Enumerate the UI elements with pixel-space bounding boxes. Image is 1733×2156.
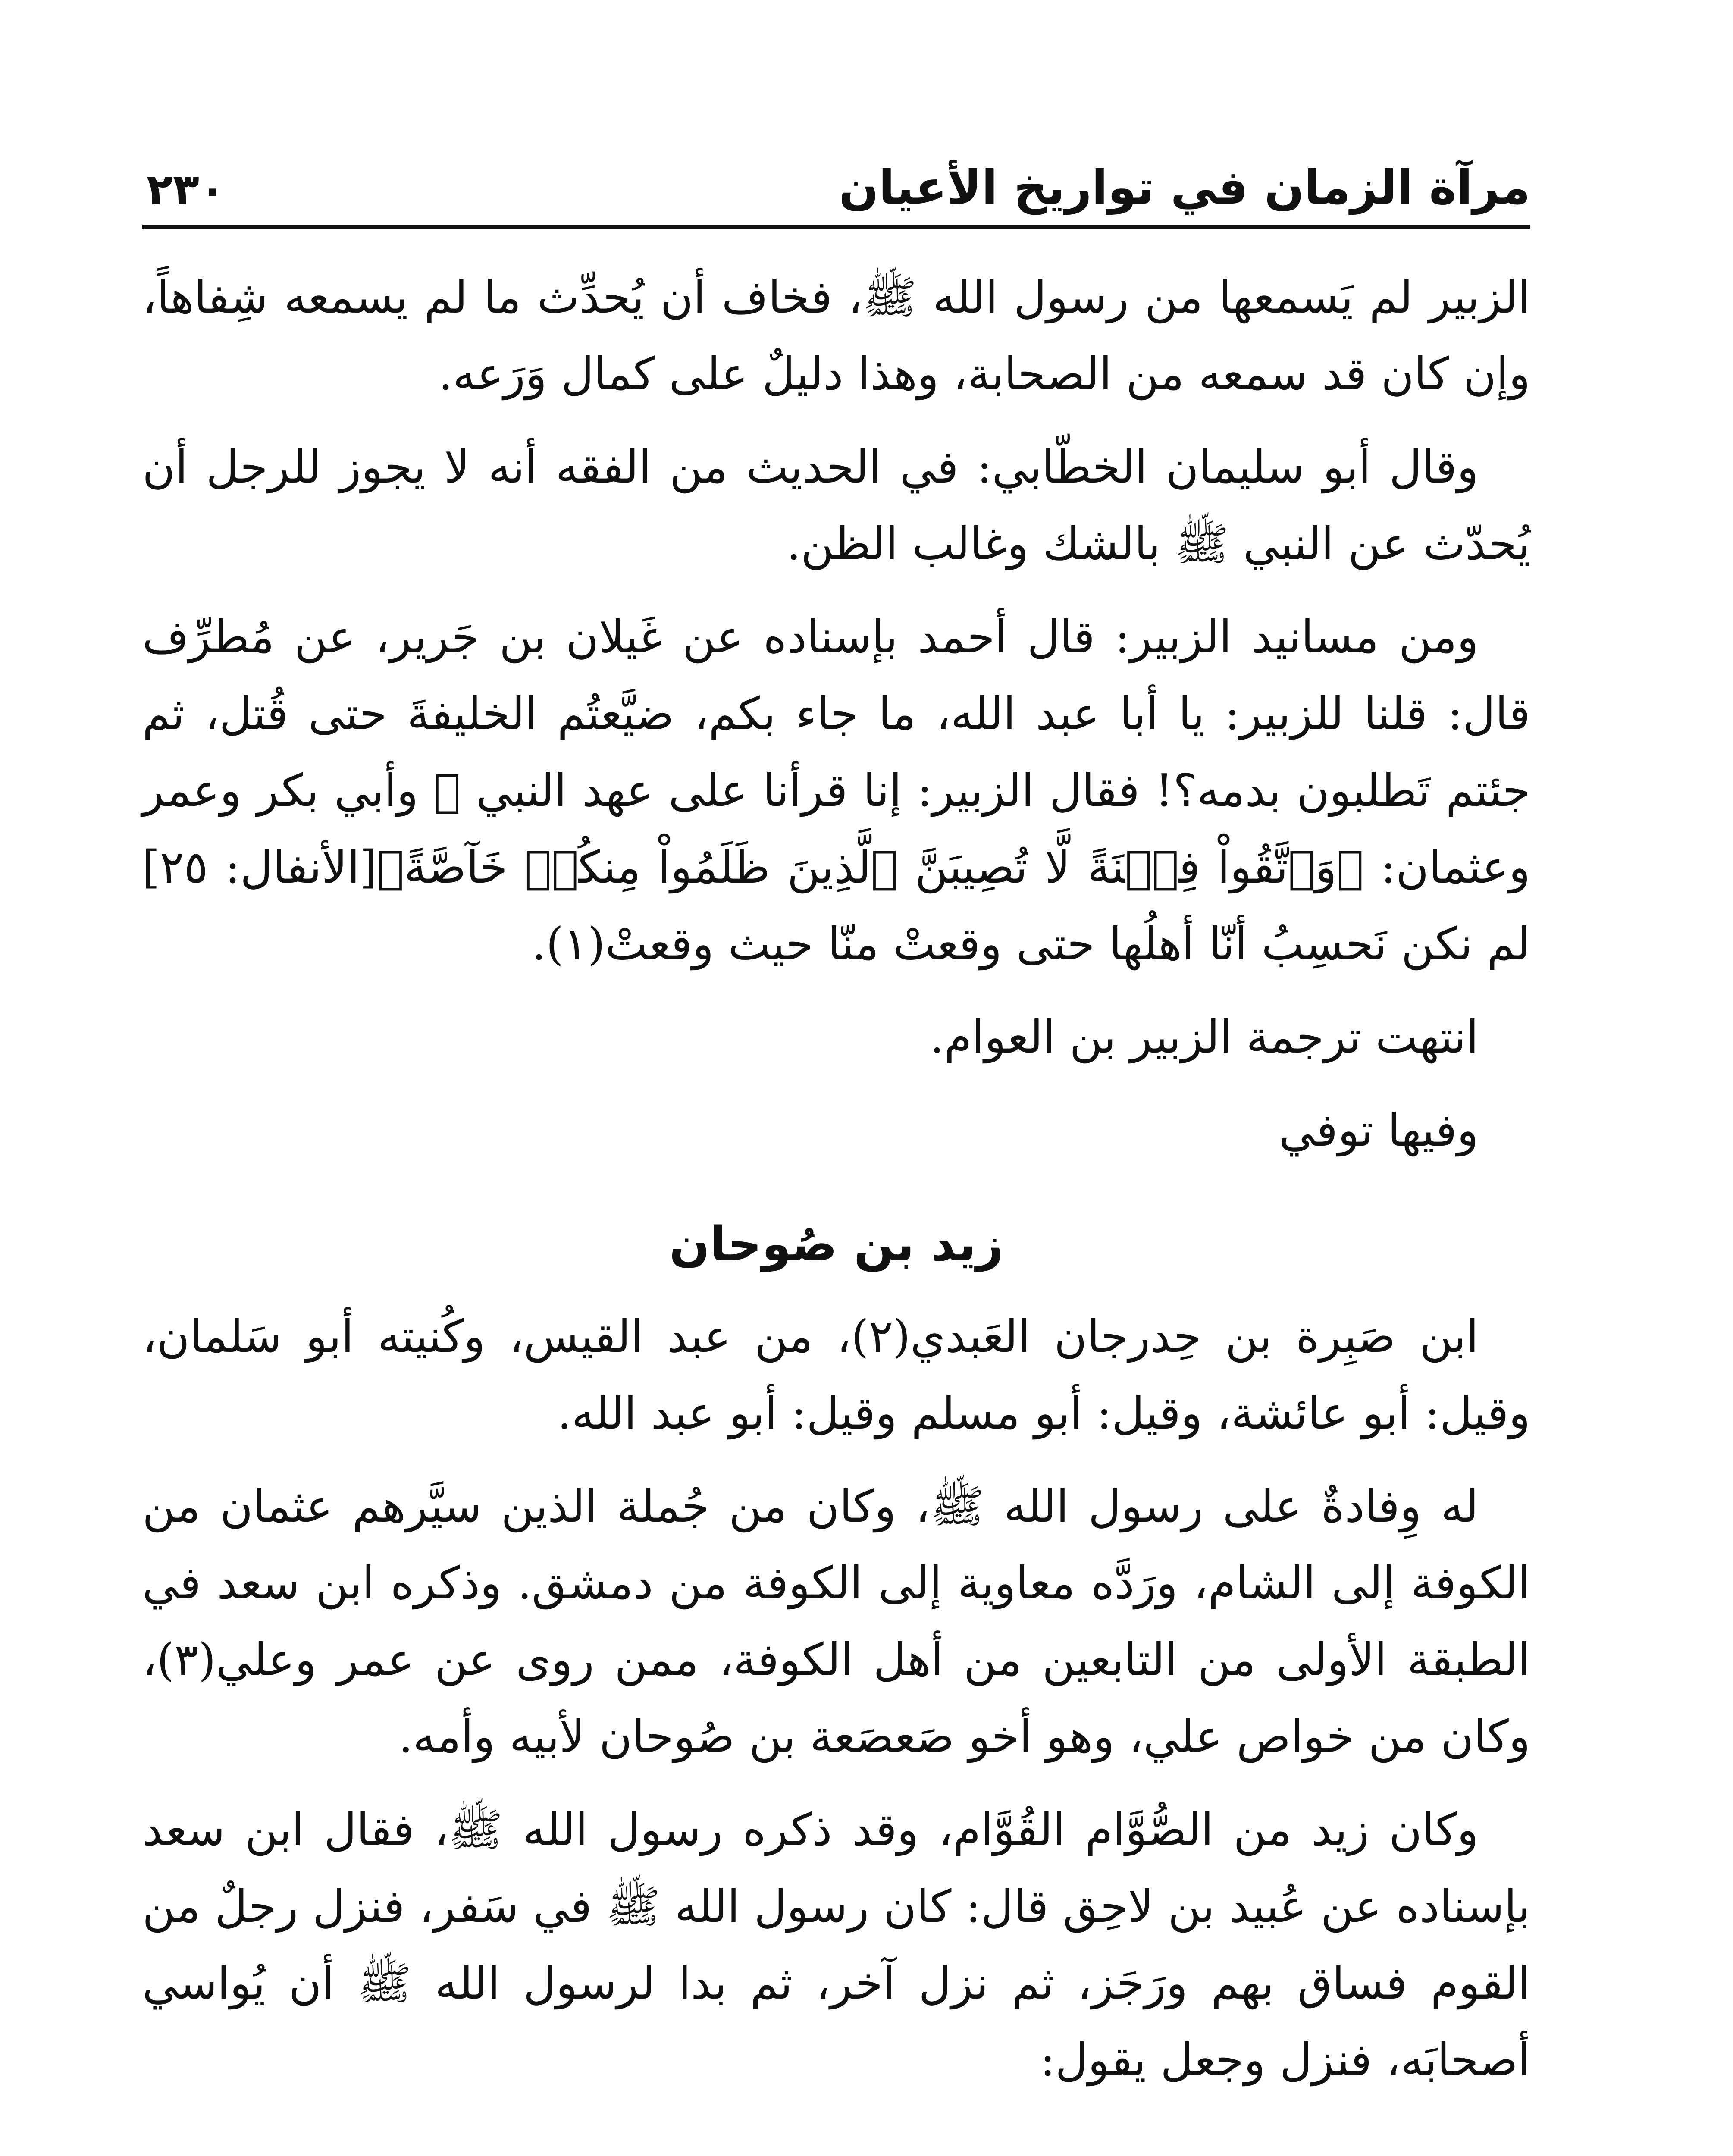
paragraph: وفيها توفي <box>1279 1104 1479 1156</box>
paragraph: ومن مسانيد الزبير: قال أحمد بإسناده عن غَيلان بن جَرير، عن مُطرِّف قال: قلنا للزبير: يا أبا عبد الله، ما جاء بكم، ضيَّعتُم الخليفةَ حتى قُتل، ثم جئتم تَطلبون بدمه؟! فقال الزبير: إنا قرأنا على عهد النبي ﷺ وأبي بكر وعمر وعثمان: ﴿وَٱتَّقُواْ فِتۡنَةً لَّا تُصِيبَنَّ ٱلَّذِينَ ظَلَمُواْ مِنكُمۡ خَآصَّةً﴾[الأنفال: ٢٥] لم نكن نَحسِبُ أنّا أهلُها حتى وقعتْ منّا حيث وقعتْ(١). <box>142 611 1530 970</box>
paragraph: انتهت ترجمة الزبير بن العوام. <box>930 1011 1479 1063</box>
header-rule <box>142 225 1530 229</box>
paragraph: وقال أبو سليمان الخطّابي: في الحديث من الفقه أنه لا يجوز للرجل أن يُحدّث عن النبي ﷺ بالشك وغالب الظن. <box>142 441 1530 570</box>
page-number: ٢٣٠ <box>147 164 226 215</box>
running-title: مرآة الزمان في تواريخ الأعيان <box>839 161 1530 215</box>
section-heading: زيد بن صُوحان <box>669 1216 1003 1272</box>
paragraph: ابن صَبِرة بن حِدرجان العَبدي(٢)، من عبد القيس، وكُنيته أبو سَلمان، وقيل: أبو عائشة، وقيل: أبو مسلم وقيل: أبو عبد الله. <box>142 1310 1530 1439</box>
body-text <box>142 259 1530 2115</box>
paragraph: وكان زيد من الصُّوَّام القُوَّام، وقد ذكره رسول الله ﷺ، فقال ابن سعد بإسناده عن عُبيد بن لاحِق قال: كان رسول الله ﷺ في سَفر، فنزل رجلٌ من القوم فساق بهم ورَجَز، ثم نزل آخر، ثم بدا لرسول الله ﷺ أن يُواسي أصحابَه، فنزل وجعل يقول: <box>142 1803 1530 2086</box>
paragraph: الزبير لم يَسمعها من رسول الله ﷺ، فخاف أن يُحدِّث ما لم يسمعه شِفاهاً، وإن كان قد سمعه من الصحابة، وهذا دليلٌ على كمال وَرَعه. <box>142 271 1530 400</box>
paragraph: له وِفادةٌ على رسول الله ﷺ، وكان من جُملة الذين سيَّرهم عثمان من الكوفة إلى الشام، ورَدَّه معاوية إلى الكوفة من دمشق. وذكره ابن سعد في الطبقة الأولى من التابعين من أهل الكوفة، ممن روى عن عمر وعلي(٣)، وكان من خواص علي، وهو أخو صَعصَعة بن صُوحان لأبيه وأمه. <box>142 1480 1530 1763</box>
page-header <box>142 129 1530 229</box>
